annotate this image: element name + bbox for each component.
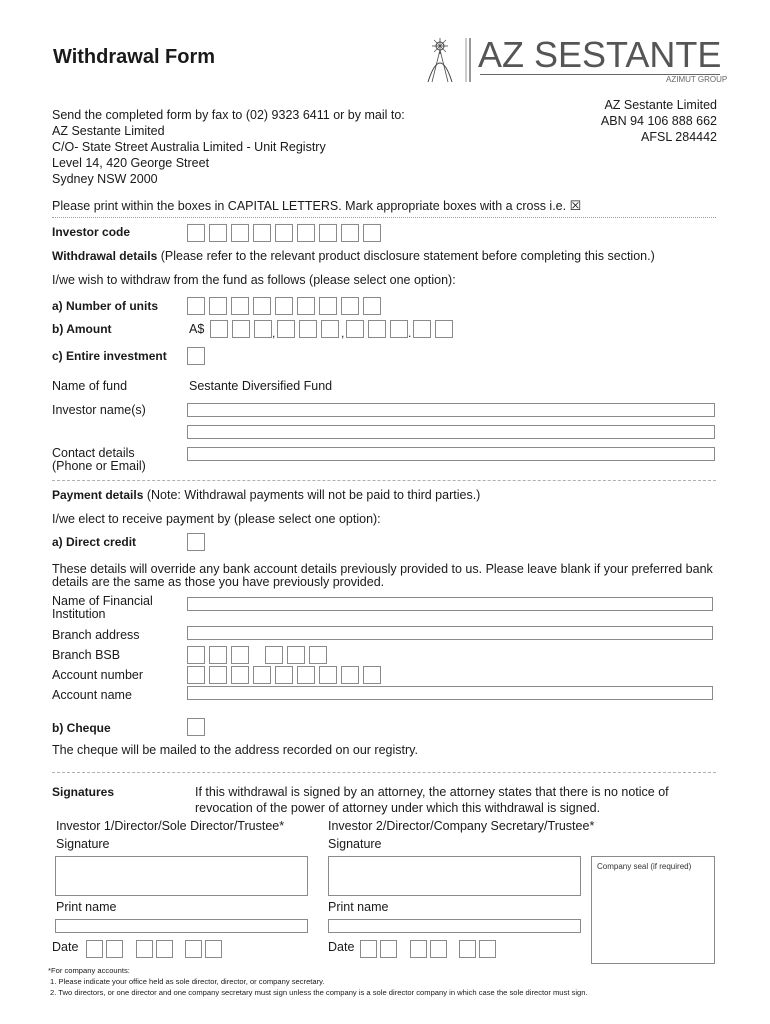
company-seal-box[interactable] [591,856,715,964]
entire-investment-checkbox[interactable] [187,347,205,365]
company-abn: ABN 94 106 888 662 [600,114,717,128]
investor-code-char-box[interactable] [275,224,293,242]
investor-code-char-box[interactable] [209,224,227,242]
payment-heading-row [52,488,480,502]
date-char-box[interactable] [430,940,447,958]
contact-label-line: Contact details [52,446,135,460]
date-char-box[interactable] [136,940,153,958]
amount-char-box[interactable] [346,320,364,338]
units-char-box[interactable] [319,297,337,315]
date-char-box[interactable] [106,940,123,958]
bsb-char-box[interactable] [231,646,249,664]
company-details [601,97,717,145]
units-char-box[interactable] [297,297,315,315]
date-char-box[interactable] [156,940,173,958]
amount-char-box[interactable] [368,320,386,338]
attorney-notice [195,784,669,816]
date2-label: Date [328,940,355,954]
logo-subtext: AZIMUT GROUP [666,75,728,84]
compass-logo-icon [420,34,480,86]
instructions-text: Please print within the boxes in CAPITAL LETTERS. Mark appropriate boxes with a cross i.e. [52,199,567,213]
units-char-box[interactable] [341,297,359,315]
logo-brand-text: AZ SESTANTE [478,34,722,75]
account-number-char-box[interactable] [363,666,381,684]
investor-code-char-box[interactable] [253,224,271,242]
amount-char-box[interactable] [299,320,317,338]
footnotes [48,965,588,998]
mailing-line: Send the completed form by fax to (02) 9323 6411 or by mail to: [52,108,405,122]
account-number-char-box[interactable] [341,666,359,684]
company-logo [420,34,728,86]
investor-name-field-1[interactable] [187,403,715,417]
contact-details-field[interactable] [187,447,715,461]
branch-address-field[interactable] [187,626,713,640]
mailing-address [52,107,405,187]
amount-char-box[interactable] [413,320,431,338]
divider [52,772,716,773]
cheque-text: The cheque will be mailed to the address recorded on our registry. [52,743,418,757]
account-name-label: Account name [52,688,132,702]
payment-note: (Note: Withdrawal payments will not be paid to third parties.) [146,488,481,502]
print-name1-field[interactable] [55,919,308,933]
cross-box-icon: ☒ [569,198,582,213]
mailing-line: C/O- State Street Australia Limited - Unit Registry [52,140,326,154]
override-notice [52,563,713,589]
date-char-box[interactable] [459,940,476,958]
investor-names-label: Investor name(s) [52,403,146,417]
account-number-char-box[interactable] [209,666,227,684]
attorney-line: revocation of the power of attorney under which this withdrawal is signed. [195,801,601,815]
company-afsl: AFSL 284442 [641,130,717,144]
override-line: These details will override any bank account details previously provided to us. Please leave blank if your preferred bank [52,562,713,576]
investor-code-char-box[interactable] [231,224,249,242]
amount-decimal: . [408,326,412,340]
date-char-box[interactable] [185,940,202,958]
contact-label-line: (Phone or Email) [52,459,146,473]
branch-bsb-label: Branch BSB [52,648,121,662]
payment-heading: Payment details [52,488,144,502]
amount-separator: , [341,326,345,340]
financial-institution-label [52,595,153,621]
print-name2-label: Print name [328,900,389,914]
amount-char-box[interactable] [232,320,250,338]
units-char-box[interactable] [187,297,205,315]
date-char-box[interactable] [205,940,222,958]
account-number-char-box[interactable] [187,666,205,684]
date1-label: Date [52,940,79,954]
units-char-box[interactable] [253,297,271,315]
amount-char-box[interactable] [435,320,453,338]
footnote-1: 1. Please indicate your office held as sole director, director, or company secretary. [50,977,325,986]
bsb-char-box[interactable] [309,646,327,664]
divider [52,480,716,481]
currency-label: A$ [189,322,205,336]
contact-details-label [52,447,146,473]
footnote-2: 2. Two directors, or one director and one company secretary must sign unless the company is a sole director company in which case the sole director must sign. [50,988,588,997]
fund-name-label: Name of fund [52,379,128,393]
bsb-char-box[interactable] [187,646,205,664]
branch-address-label: Branch address [52,628,140,642]
fin-inst-line: Name of Financial [52,594,153,608]
cheque-checkbox[interactable] [187,718,205,736]
investor-code-char-box[interactable] [297,224,315,242]
footnote-heading: *For company accounts: [48,966,130,975]
print-name1-label: Print name [56,900,117,914]
fund-name-value: Sestante Diversified Fund [189,379,333,393]
bsb-char-box[interactable] [265,646,283,664]
print-name2-field[interactable] [328,919,581,933]
account-number-char-box[interactable] [319,666,337,684]
account-number-char-box[interactable] [297,666,315,684]
investor-code-char-box[interactable] [341,224,359,242]
units-char-box[interactable] [363,297,381,315]
amount-separator: , [272,326,276,340]
account-name-field[interactable] [187,686,713,700]
bsb-char-box[interactable] [209,646,227,664]
date-char-box[interactable] [360,940,377,958]
withdrawal-heading-row [52,249,655,263]
date-char-box[interactable] [410,940,427,958]
amount-char-box[interactable] [321,320,339,338]
instructions [52,198,581,214]
amount-char-box[interactable] [210,320,228,338]
units-char-box[interactable] [231,297,249,315]
investor-code-char-box[interactable] [319,224,337,242]
signature2-box[interactable] [328,856,581,896]
date-char-box[interactable] [86,940,103,958]
account-number-char-box[interactable] [275,666,293,684]
fin-inst-line: Institution [52,607,106,621]
company-name: AZ Sestante Limited [604,98,717,112]
account-number-label: Account number [52,668,144,682]
attorney-line: If this withdrawal is signed by an attorney, the attorney states that there is no notice of [195,785,669,799]
option-direct-credit-label: a) Direct credit [52,535,137,549]
amount-char-box[interactable] [390,320,408,338]
financial-institution-field[interactable] [187,597,713,611]
investor2-heading: Investor 2/Director/Company Secretary/Trustee* [328,819,595,833]
page-title: Withdrawal Form [53,46,216,68]
investor1-heading: Investor 1/Director/Sole Director/Trustee* [56,819,285,833]
units-char-box[interactable] [209,297,227,315]
investor-code-char-box[interactable] [187,224,205,242]
signature2-label: Signature [328,837,382,851]
direct-credit-checkbox[interactable] [187,533,205,551]
date-char-box[interactable] [479,940,496,958]
account-number-char-box[interactable] [231,666,249,684]
mailing-line: Sydney NSW 2000 [52,172,158,186]
investor-name-field-2[interactable] [187,425,715,439]
company-seal-label: Company seal (if required) [597,862,692,871]
override-line: details are the same as those you have previously provided. [52,575,385,589]
withdrawal-note: (Please refer to the relevant product disclosure statement before completing this section.) [160,249,655,263]
amount-char-box[interactable] [254,320,272,338]
withdrawal-select-text: I/we wish to withdraw from the fund as follows (please select one option): [52,273,456,287]
withdrawal-heading: Withdrawal details [52,249,158,263]
units-char-box[interactable] [275,297,293,315]
bsb-char-box[interactable] [287,646,305,664]
account-number-char-box[interactable] [253,666,271,684]
signature1-label: Signature [56,837,110,851]
option-amount-label: b) Amount [52,322,112,336]
option-entire-investment-label: c) Entire investment [52,349,167,363]
date-char-box[interactable] [380,940,397,958]
signatures-heading: Signatures [52,785,115,799]
option-number-of-units-label: a) Number of units [52,299,159,313]
mailing-line: AZ Sestante Limited [52,124,165,138]
amount-char-box[interactable] [277,320,295,338]
investor-code-label: Investor code [52,225,131,239]
payment-select-text: I/we elect to receive payment by (please select one option): [52,512,381,526]
signature1-box[interactable] [55,856,308,896]
option-cheque-label: b) Cheque [52,721,111,735]
divider [52,217,716,218]
investor-code-char-box[interactable] [363,224,381,242]
mailing-line: Level 14, 420 George Street [52,156,210,170]
